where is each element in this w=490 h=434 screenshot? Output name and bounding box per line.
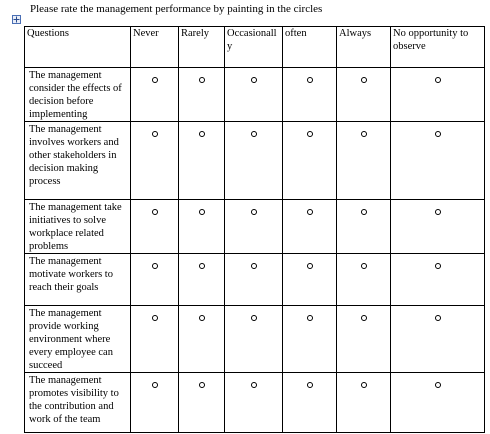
option-never-cell: [131, 254, 179, 306]
radio-circle-icon[interactable]: [361, 131, 367, 137]
radio-circle-icon[interactable]: [307, 209, 313, 215]
option-occasionally-cell: [225, 306, 283, 373]
header-no-opportunity: No opportunity to observe: [391, 27, 485, 68]
option-always-cell: [337, 254, 391, 306]
option-always-cell: [337, 122, 391, 200]
table-row: [25, 68, 485, 122]
radio-circle-icon[interactable]: [307, 263, 313, 269]
option-always-cell: [337, 68, 391, 122]
option-occasionally-cell: [225, 122, 283, 200]
radio-circle-icon[interactable]: [435, 77, 441, 83]
option-rarely-cell: [179, 306, 225, 373]
table-row: [25, 306, 485, 373]
radio-circle-icon[interactable]: [361, 263, 367, 269]
rating-table: [24, 26, 485, 433]
radio-circle-icon[interactable]: [307, 382, 313, 388]
option-occasionally-cell: [225, 68, 283, 122]
question-text: The management provide working environment where every employee can succeed: [25, 306, 131, 373]
header-occasionally: Occasionally: [225, 27, 283, 68]
radio-circle-icon[interactable]: [435, 315, 441, 321]
option-no-opportunity-cell: [391, 122, 485, 200]
radio-circle-icon[interactable]: [251, 209, 257, 215]
option-rarely-cell: [179, 122, 225, 200]
radio-circle-icon[interactable]: [199, 315, 205, 321]
option-never-cell: [131, 306, 179, 373]
table-row: [25, 254, 485, 306]
radio-circle-icon[interactable]: [251, 263, 257, 269]
option-often-cell: [283, 122, 337, 200]
header-never: Never: [131, 27, 179, 68]
radio-circle-icon[interactable]: [152, 77, 158, 83]
radio-circle-icon[interactable]: [251, 315, 257, 321]
radio-circle-icon[interactable]: [251, 131, 257, 137]
question-text: The management promotes visibility to the contribution and work of the team: [25, 373, 131, 433]
header-often: often: [283, 27, 337, 68]
radio-circle-icon[interactable]: [199, 131, 205, 137]
radio-circle-icon[interactable]: [361, 315, 367, 321]
question-text: The management involves workers and other stakeholders in decision making process: [25, 122, 131, 200]
option-rarely-cell: [179, 373, 225, 433]
table-row: [25, 200, 485, 254]
option-occasionally-cell: [225, 373, 283, 433]
option-always-cell: [337, 373, 391, 433]
radio-circle-icon[interactable]: [152, 263, 158, 269]
option-never-cell: [131, 200, 179, 254]
radio-circle-icon[interactable]: [307, 131, 313, 137]
question-text: The management take initiatives to solve workplace related problems: [25, 200, 131, 254]
option-rarely-cell: [179, 68, 225, 122]
option-often-cell: [283, 200, 337, 254]
radio-circle-icon[interactable]: [251, 382, 257, 388]
radio-circle-icon[interactable]: [199, 263, 205, 269]
radio-circle-icon[interactable]: [361, 77, 367, 83]
option-rarely-cell: [179, 200, 225, 254]
option-no-opportunity-cell: [391, 373, 485, 433]
table-row: [25, 122, 485, 200]
option-rarely-cell: [179, 254, 225, 306]
radio-circle-icon[interactable]: [199, 209, 205, 215]
option-occasionally-cell: [225, 200, 283, 254]
option-never-cell: [131, 68, 179, 122]
option-no-opportunity-cell: [391, 200, 485, 254]
question-text: The management motivate workers to reach their goals: [25, 254, 131, 306]
option-occasionally-cell: [225, 254, 283, 306]
option-no-opportunity-cell: [391, 68, 485, 122]
table-move-handle-icon[interactable]: [12, 15, 21, 24]
radio-circle-icon[interactable]: [435, 209, 441, 215]
option-no-opportunity-cell: [391, 306, 485, 373]
radio-circle-icon[interactable]: [199, 382, 205, 388]
radio-circle-icon[interactable]: [199, 77, 205, 83]
header-questions: Questions: [25, 27, 131, 68]
question-text: The management consider the effects of decision before implementing: [25, 68, 131, 122]
radio-circle-icon[interactable]: [152, 315, 158, 321]
radio-circle-icon[interactable]: [435, 131, 441, 137]
radio-circle-icon[interactable]: [152, 209, 158, 215]
radio-circle-icon[interactable]: [307, 315, 313, 321]
radio-circle-icon[interactable]: [152, 131, 158, 137]
radio-circle-icon[interactable]: [361, 382, 367, 388]
header-always: Always: [337, 27, 391, 68]
radio-circle-icon[interactable]: [435, 382, 441, 388]
option-never-cell: [131, 122, 179, 200]
option-always-cell: [337, 200, 391, 254]
option-often-cell: [283, 306, 337, 373]
option-no-opportunity-cell: [391, 254, 485, 306]
radio-circle-icon[interactable]: [307, 77, 313, 83]
option-never-cell: [131, 373, 179, 433]
radio-circle-icon[interactable]: [251, 77, 257, 83]
option-always-cell: [337, 306, 391, 373]
header-row: [25, 27, 485, 68]
radio-circle-icon[interactable]: [435, 263, 441, 269]
option-often-cell: [283, 68, 337, 122]
table-row: [25, 373, 485, 433]
instruction-text: Please rate the management performance by painting in the circles: [30, 3, 323, 15]
radio-circle-icon[interactable]: [361, 209, 367, 215]
option-often-cell: [283, 254, 337, 306]
radio-circle-icon[interactable]: [152, 382, 158, 388]
header-rarely: Rarely: [179, 27, 225, 68]
option-often-cell: [283, 373, 337, 433]
